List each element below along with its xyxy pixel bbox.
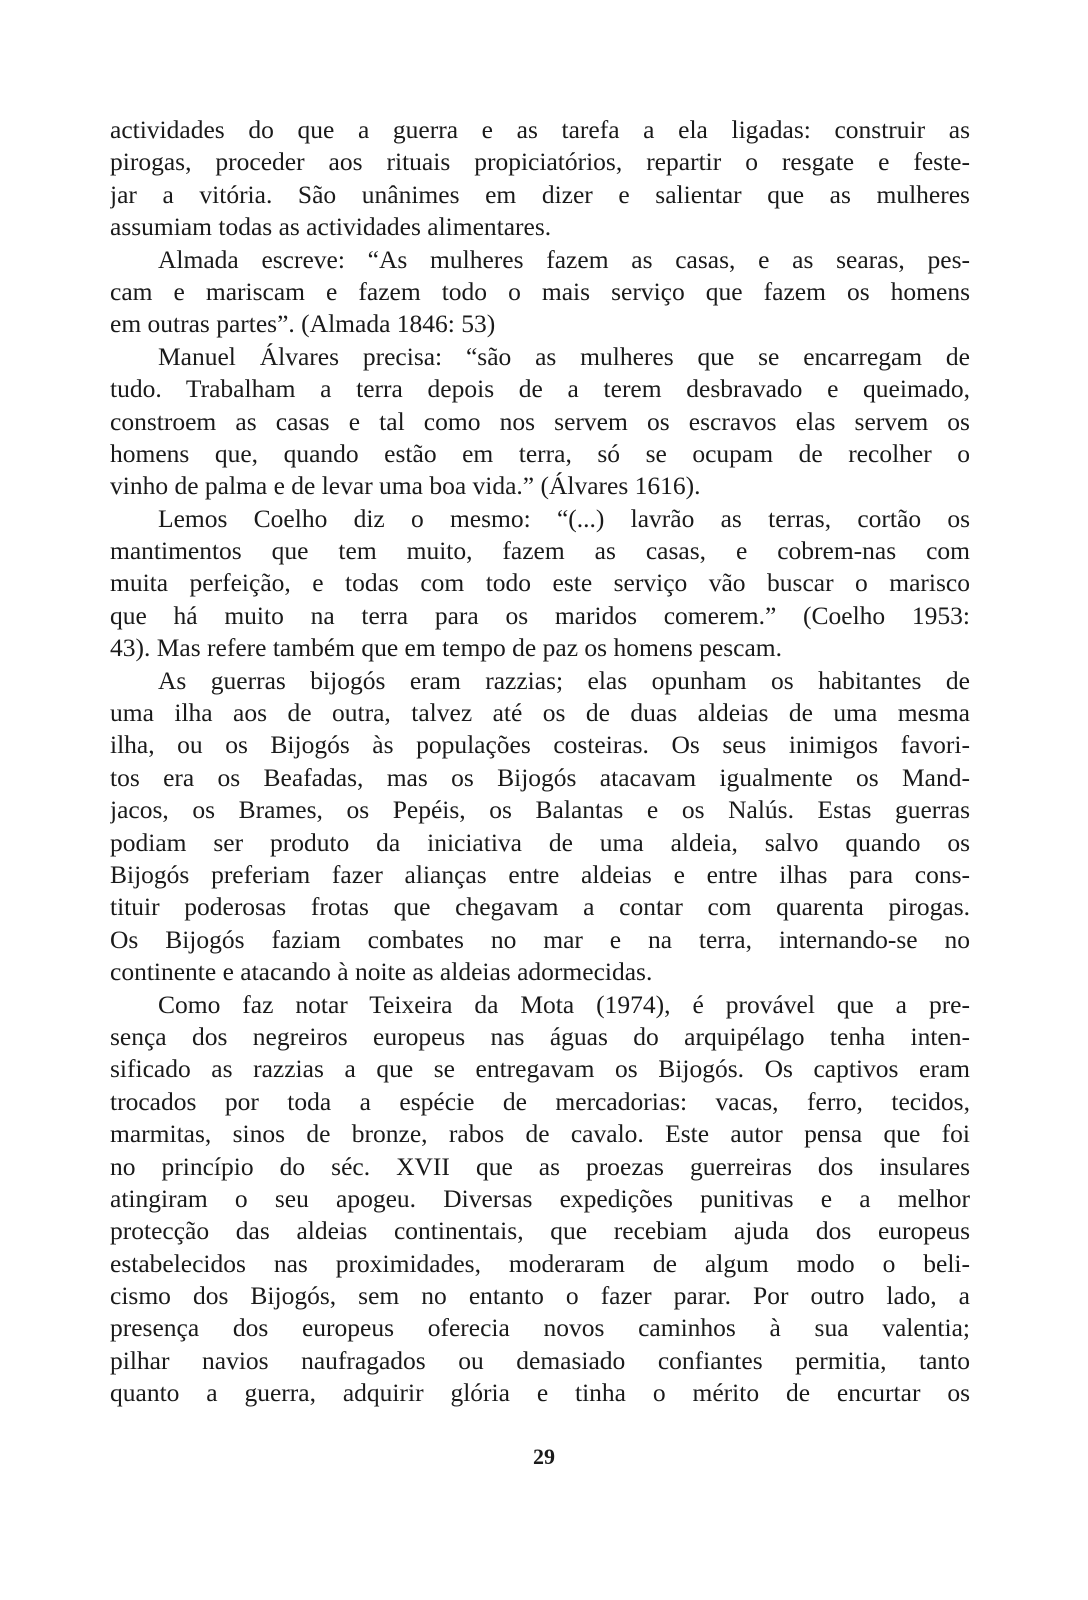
text-line: pilhar navios naufragados ou demasiado confiantes permitia, tanto [110, 1345, 970, 1375]
text-line: Lemos Coelho diz o mesmo: “(...) lavrão as terras, cortão os [158, 503, 970, 533]
text-line: tituir poderosas frotas que chegavam a contar com quarenta pirogas. [110, 892, 970, 922]
text-line: assumiam todas as actividades alimentares. [110, 212, 552, 242]
text-line: homens que, quando estão em terra, só se ocupam de recolher o [110, 438, 970, 468]
text-line: jar a vitória. São unânimes em dizer e salientar que as mulheres [110, 179, 970, 209]
text-line: Manuel Álvares precisa: “são as mulheres que se encarregam de [158, 341, 970, 371]
text-line: no princípio do séc. XVII que as proezas guerreiras dos insulares [110, 1151, 970, 1181]
text-line: em outras partes”. (Almada 1846: 53) [110, 309, 496, 339]
text-line: presença dos europeus oferecia novos caminhos à sua valentia; [110, 1313, 970, 1343]
text-line: quanto a guerra, adquirir glória e tinha o mérito de encurtar os [110, 1378, 970, 1408]
text-line: Almada escreve: “As mulheres fazem as casas, e as searas, pes- [158, 244, 970, 274]
text-line: jacos, os Brames, os Pepéis, os Balantas e os Nalús. Estas guerras [110, 795, 970, 825]
body-text [110, 114, 970, 1410]
text-line: cam e mariscam e fazem todo o mais serviço que fazem os homens [110, 276, 970, 306]
text-line: atingiram o seu apogeu. Diversas expedições punitivas e a melhor [110, 1183, 970, 1213]
text-line: vinho de palma e de levar uma boa vida.” (Álvares 1616). [110, 471, 701, 501]
text-line: As guerras bijogós eram razzias; elas opunham os habitantes de [158, 665, 970, 695]
text-line: trocados por toda a espécie de mercadorias: vacas, ferro, tecidos, [110, 1086, 970, 1116]
text-line: marmitas, sinos de bronze, rabos de cavalo. Este autor pensa que foi [110, 1119, 970, 1149]
text-line: Como faz notar Teixeira da Mota (1974), é provável que a pre- [158, 989, 970, 1019]
text-line: estabelecidos nas proximidades, moderaram de algum modo o beli- [110, 1248, 970, 1278]
text-line: ilha, ou os Bijogós às populações costeiras. Os seus inimigos favori- [110, 730, 970, 760]
text-line: pirogas, proceder aos rituais propiciatórios, repartir o resgate e feste- [110, 147, 970, 177]
text-line: 43). Mas refere também que em tempo de paz os homens pescam. [110, 633, 782, 663]
text-line: mantimentos que tem muito, fazem as casas, e cobrem-nas com [110, 536, 970, 566]
text-line: sença dos negreiros europeus nas águas do arquipélago tenha inten- [110, 1021, 970, 1051]
text-line: muita perfeição, e todas com todo este serviço vão buscar o marisco [110, 568, 970, 598]
text-line: tudo. Trabalham a terra depois de a terem desbravado e queimado, [110, 374, 970, 404]
text-line: uma ilha aos de outra, talvez até os de duas aldeias de uma mesma [110, 698, 970, 728]
text-line: Os Bijogós faziam combates no mar e na terra, internando-se no [110, 924, 970, 954]
text-line: constroem as casas e tal como nos servem os escravos elas servem os [110, 406, 970, 436]
page-number: 29 [533, 1444, 555, 1469]
text-line: Bijogós preferiam fazer alianças entre aldeias e entre ilhas para cons- [110, 859, 970, 889]
text-line: podiam ser produto da iniciativa de uma aldeia, salvo quando os [110, 827, 970, 857]
text-line: continente e atacando à noite as aldeias adormecidas. [110, 957, 653, 987]
text-line: protecção das aldeias continentais, que recebiam ajuda dos europeus [110, 1216, 970, 1246]
text-line: tos era os Beafadas, mas os Bijogós atacavam igualmente os Mand- [110, 762, 970, 792]
text-line: que há muito na terra para os maridos comerem.” (Coelho 1953: [110, 600, 970, 630]
text-line: actividades do que a guerra e as tarefa a ela ligadas: construir as [110, 115, 970, 144]
text-line: cismo dos Bijogós, sem no entanto o fazer parar. Por outro lado, a [110, 1281, 970, 1311]
text-line: sificado as razzias a que se entregavam os Bijogós. Os captivos eram [110, 1054, 970, 1084]
